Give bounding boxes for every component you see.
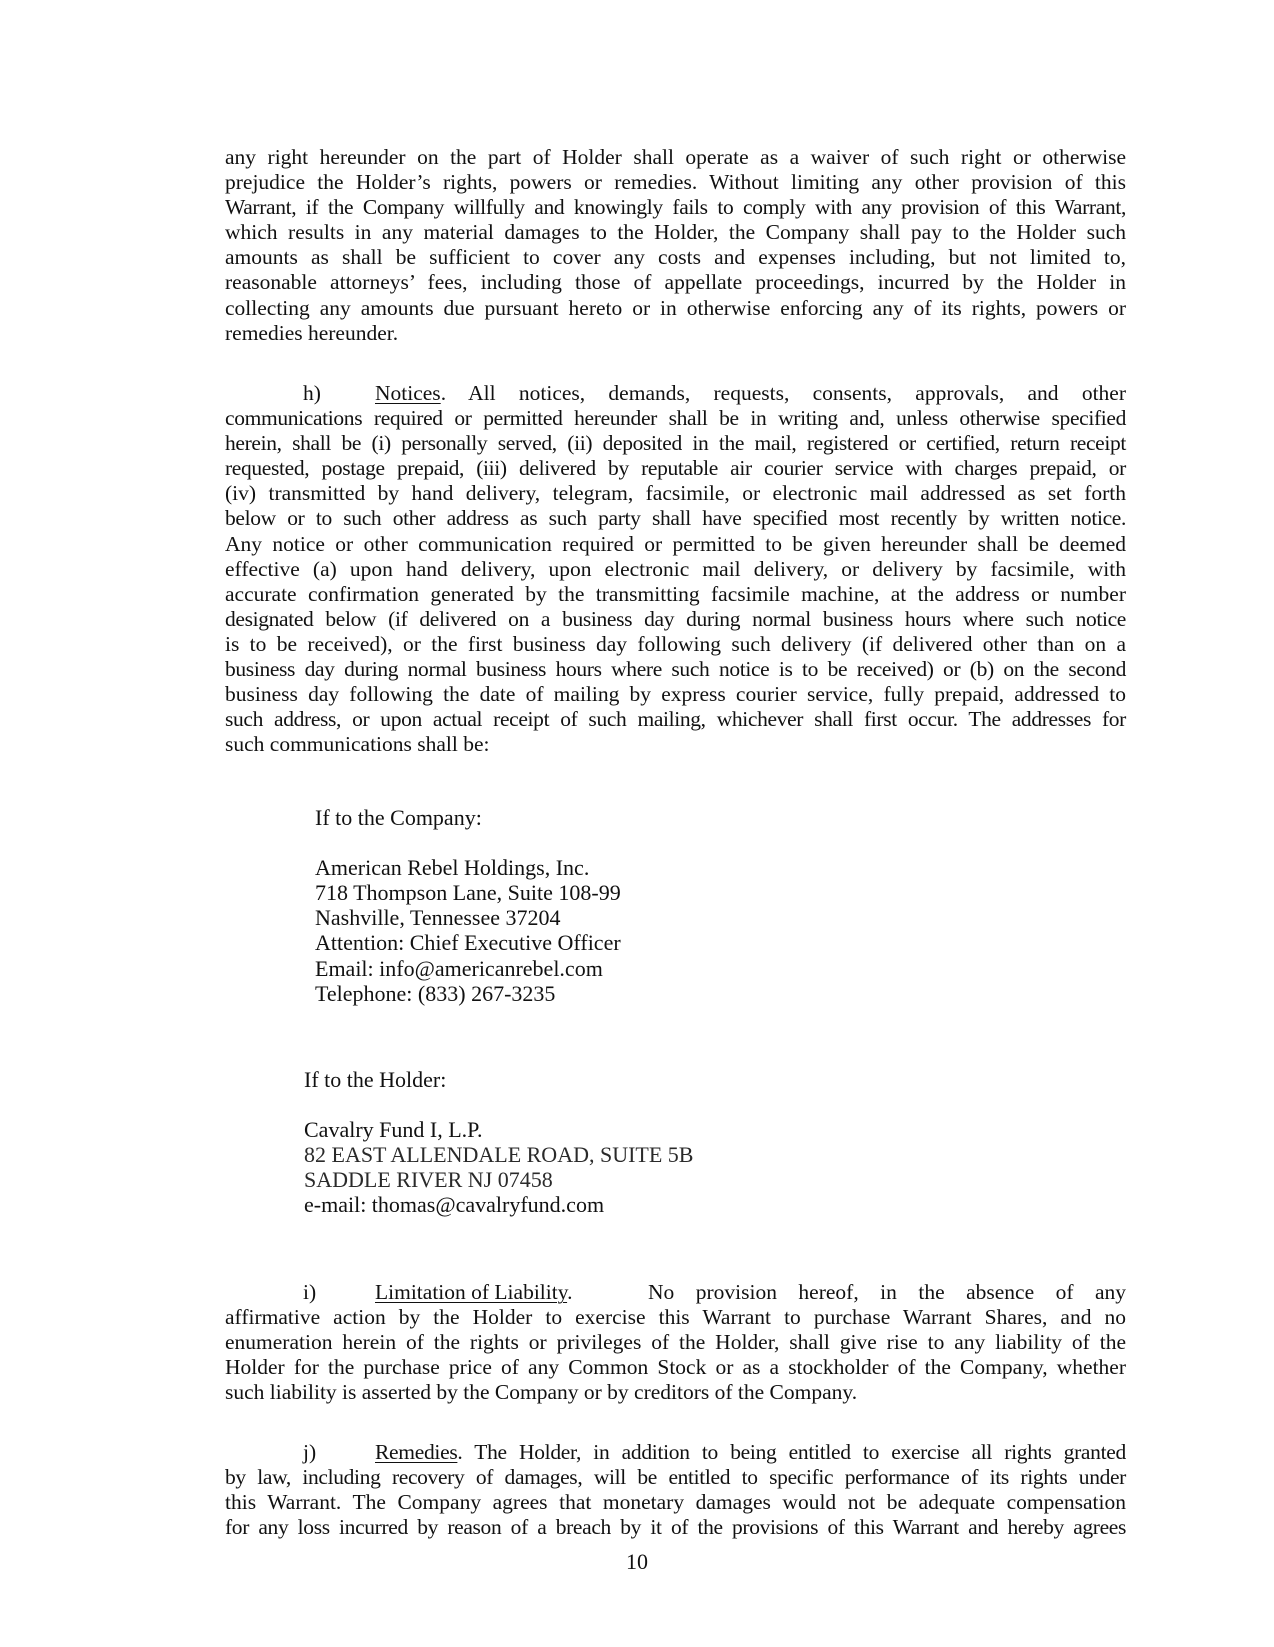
company-street: 718 Thompson Lane, Suite 108-99 [315,880,621,906]
section-i-limitation-of-liability [225,1280,1126,1405]
company-address-label: If to the Company: [315,805,482,830]
section-title-remedies: Remedies [375,1440,458,1464]
company-telephone: Telephone: (833) 267-3235 [315,980,556,1006]
section-h-notices [225,381,1126,757]
company-address-block [315,805,621,1006]
section-heading-line: i) Limitation of Liability. No provision hereof, in the absence of any [303,1280,1126,1304]
holder-email: e-mail: thomas@cavalryfund.com [304,1192,605,1218]
text-line: any right hereunder on the part of Holder shall operate as a waiver of such right or otherwise [225,145,1126,169]
text-line: Warrant, if the Company willfully and knowingly fails to comply with any provision of this Warrant, [225,195,1126,220]
text-line: collecting any amounts due pursuant hereto or in otherwise enforcing any of its rights, powers or [225,295,1126,320]
section-title-notices: Notices [375,381,441,405]
section-j-remedies [225,1440,1126,1540]
text-line: business day during normal business hours where such notice is to be received) or (b) on the second [225,657,1126,682]
text-line: affirmative action by the Holder to exercise this Warrant to purchase Warrant Shares, and no [225,1305,1126,1330]
section-first-line-text: . The Holder, in addition to being entitled to exercise all rights granted [457,1440,1126,1464]
company-city: Nashville, Tennessee 37204 [315,905,561,931]
text-line: this Warrant. The Company agrees that monetary damages would not be adequate compensation [225,1490,1126,1515]
text-line: designated below (if delivered on a business day during normal business hours where such notice [225,606,1126,631]
text-line: effective (a) upon hand delivery, upon electronic mail delivery, or delivery by facsimile, with [225,556,1126,581]
text-line: by law, including recovery of damages, will be entitled to specific performance of its rights under [225,1465,1126,1490]
text-line: reasonable attorneys’ fees, including those of appellate proceedings, incurred by the Holder in [225,270,1126,295]
page-number: 10 [626,1549,648,1574]
section-first-line-text: . All notices, demands, requests, consents, approvals, and other [440,381,1126,405]
text-line: accurate confirmation generated by the transmitting facsimile machine, at the address or number [225,581,1126,606]
text-line: communications required or permitted hereunder shall be in writing and, unless otherwise specified [225,406,1126,431]
section-number: h) [303,381,321,405]
holder-street: 82 EAST ALLENDALE ROAD, SUITE 5B [304,1142,694,1168]
company-name: American Rebel Holdings, Inc. [315,855,590,881]
text-line: prejudice the Holder’s rights, powers or remedies. Without limiting any other provision of this [225,170,1126,195]
text-line: requested, postage prepaid, (iii) delivered by reputable air courier service with charges prepaid, or [225,456,1126,481]
paragraph-continuation [225,145,1126,346]
text-line: remedies hereunder. [225,320,399,345]
section-title-limitation: Limitation of Liability [375,1280,568,1304]
text-line: herein, shall be (i) personally served, (ii) deposited in the mail, registered or certified, return receipt [225,431,1126,456]
text-line: is to be received), or the first business day following such delivery (if delivered other than on a [225,631,1126,656]
section-number: i) [303,1280,317,1304]
text-line: which results in any material damages to the Holder, the Company shall pay to the Holder such [225,220,1126,245]
section-heading-line [225,1440,1126,1465]
section-number: j) [303,1440,317,1464]
text-line: amounts as shall be sufficient to cover any costs and expenses including, but not limited to, [225,245,1126,270]
text-line: such liability is asserted by the Company or by creditors of the Company. [225,1380,858,1405]
holder-name: Cavalry Fund I, L.P. [304,1117,483,1143]
holder-city: SADDLE RIVER NJ 07458 [304,1167,553,1193]
text-line: for any loss incurred by reason of a breach by it of the provisions of this Warrant and hereby agrees [225,1515,1126,1540]
text-line: business day following the date of mailing by express courier service, fully prepaid, addressed to [225,682,1126,707]
text-line: such communications shall be: [225,732,490,757]
text-line: Holder for the purchase price of any Common Stock or as a stockholder of the Company, whether [225,1355,1126,1380]
text-line: below or to such other address as such party shall have specified most recently by written notice. [225,506,1126,531]
section-heading-line [225,381,1126,406]
company-email: Email: info@americanrebel.com [315,955,603,981]
holder-address-label: If to the Holder: [304,1067,447,1092]
holder-address-block [304,1067,693,1218]
section-first-line-text: No provision hereof, in the absence of any [648,1280,1126,1304]
text-line: such address, or upon actual receipt of such mailing, whichever shall first occur. The addresses for [225,707,1126,732]
text-line: (iv) transmitted by hand delivery, telegram, facsimile, or electronic mail addressed as set forth [225,481,1126,506]
text-line: Any notice or other communication required or permitted to be given hereunder shall be deemed [225,531,1126,556]
company-attention: Attention: Chief Executive Officer [315,930,621,956]
text-line: enumeration herein of the rights or privileges of the Holder, shall give rise to any liability of the [225,1330,1126,1355]
